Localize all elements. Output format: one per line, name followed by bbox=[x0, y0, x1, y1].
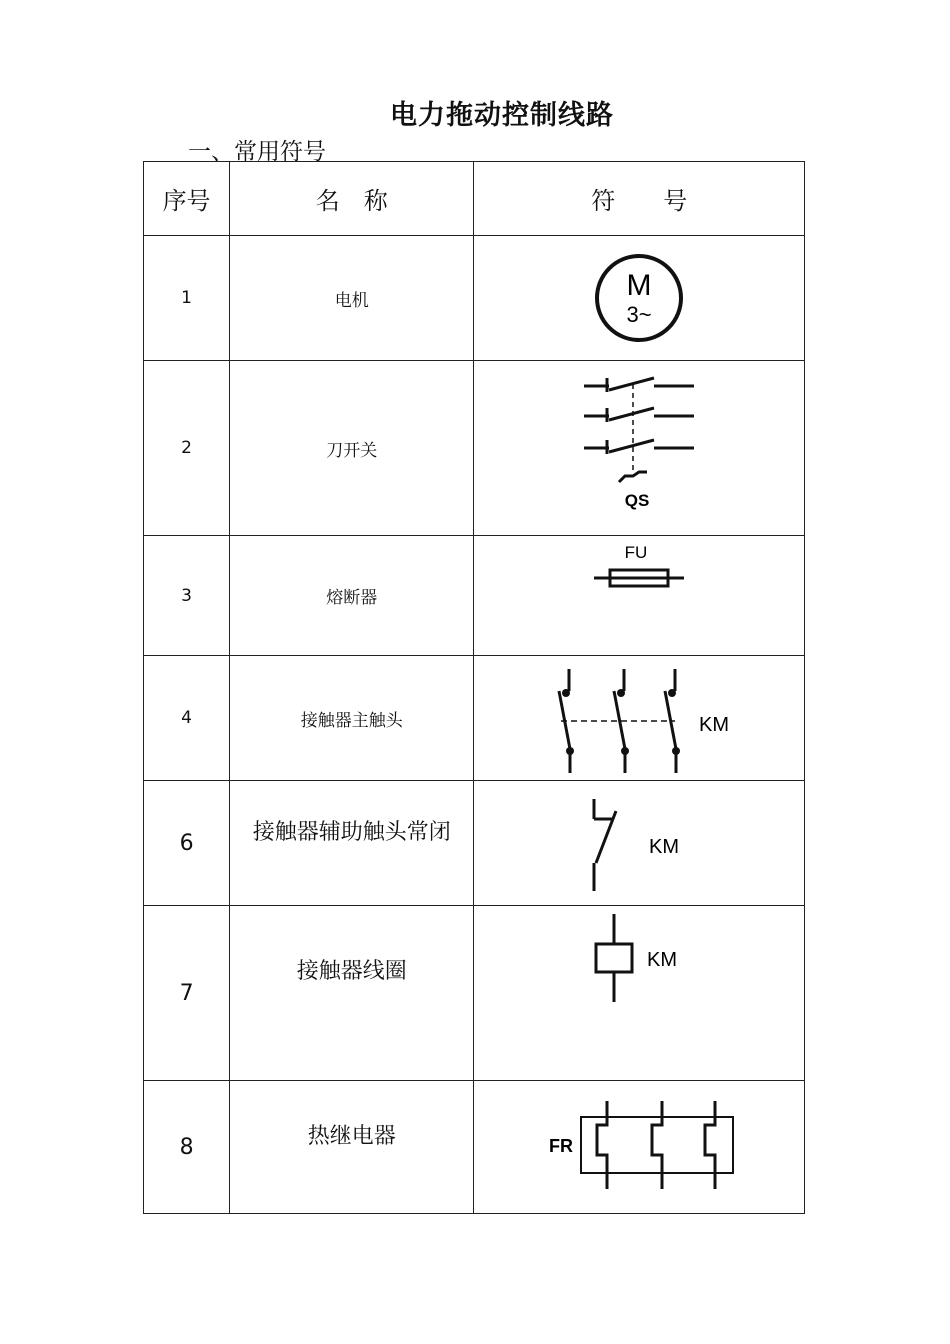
symbol-cell bbox=[474, 361, 805, 536]
table-row bbox=[144, 656, 805, 781]
table-row bbox=[144, 361, 805, 536]
main-contacts-symbol-icon bbox=[539, 661, 739, 776]
symbol-cell bbox=[474, 236, 805, 361]
row-name: 热继电器 bbox=[230, 1081, 474, 1214]
symbol-cell bbox=[474, 781, 805, 906]
coil-symbol-icon bbox=[584, 906, 694, 1011]
row-name: 接触器主触头 bbox=[230, 656, 474, 781]
motor-letter: M bbox=[626, 269, 652, 302]
coil-label: KM bbox=[647, 949, 678, 971]
row-number: 1 bbox=[144, 236, 230, 361]
table-header-row bbox=[144, 162, 805, 236]
relay-label: FR bbox=[549, 1136, 574, 1156]
knife-switch-symbol-icon bbox=[569, 368, 709, 528]
document-title: 电力拖动控制线路 bbox=[390, 100, 614, 131]
row-number: 4 bbox=[144, 656, 230, 781]
row-name: 刀开关 bbox=[230, 361, 474, 536]
fuse-label: FU bbox=[624, 543, 648, 562]
row-number: 7 bbox=[144, 906, 230, 1081]
section-heading: 一、常用符号 bbox=[188, 139, 326, 165]
row-number: 2 bbox=[144, 361, 230, 536]
motor-symbol-icon bbox=[584, 243, 694, 353]
table-row bbox=[144, 536, 805, 656]
header-no: 序号 bbox=[144, 162, 230, 236]
contacts-label: KM bbox=[699, 713, 730, 736]
header-symbol: 符 号 bbox=[474, 162, 805, 236]
table-row bbox=[144, 236, 805, 361]
table-row bbox=[144, 906, 805, 1081]
switch-label: QS bbox=[624, 491, 650, 510]
fuse-symbol-icon bbox=[584, 536, 694, 596]
row-number: 3 bbox=[144, 536, 230, 656]
row-name: 接触器线圈 bbox=[230, 906, 474, 1081]
row-name: 接触器辅助触头常闭 bbox=[230, 781, 474, 906]
table-row bbox=[144, 781, 805, 906]
symbol-cell bbox=[474, 536, 805, 656]
table-row bbox=[144, 1081, 805, 1214]
symbol-cell bbox=[474, 656, 805, 781]
header-name: 名 称 bbox=[230, 162, 474, 236]
motor-phase-label: 3~ bbox=[626, 302, 652, 327]
nc-contact-label: KM bbox=[649, 835, 680, 858]
row-number: 6 bbox=[144, 781, 230, 906]
symbols-table bbox=[143, 161, 805, 1214]
symbol-cell bbox=[474, 1081, 805, 1214]
row-number: 8 bbox=[144, 1081, 230, 1214]
thermal-relay-symbol-icon bbox=[539, 1097, 739, 1197]
row-name: 电机 bbox=[230, 236, 474, 361]
symbol-cell bbox=[474, 906, 805, 1081]
nc-contact-symbol-icon bbox=[574, 791, 704, 896]
row-name: 熔断器 bbox=[230, 536, 474, 656]
